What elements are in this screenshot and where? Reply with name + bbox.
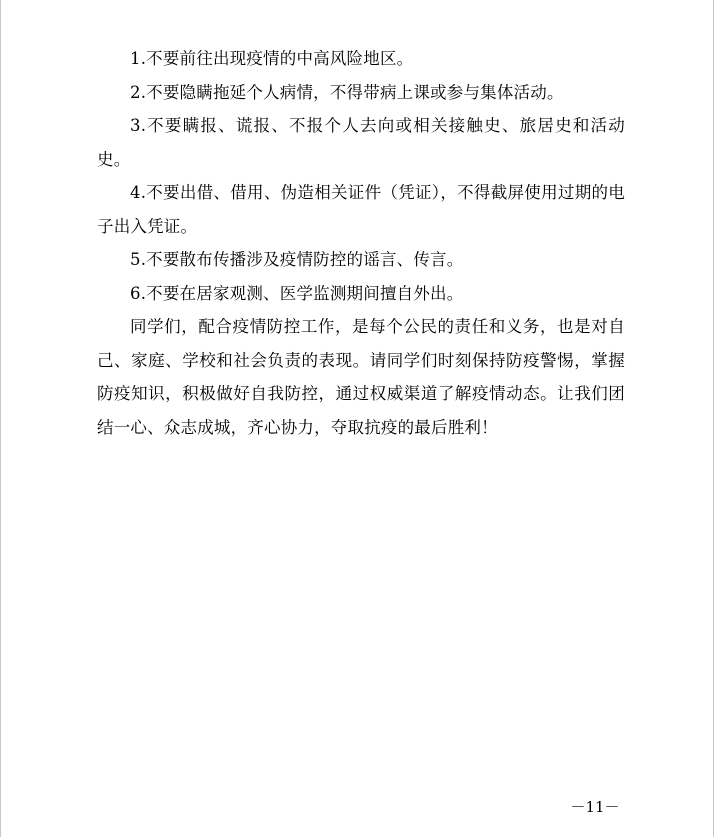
page-number: －11－: [570, 798, 620, 816]
closing-paragraph: 同学们，配合疫情防控工作，是每个公民的责任和义务，也是对自己、家庭、学校和社会负责的表现。请同学们时刻保持防疫警惕，掌握防疫知识，积极做好自我防控，通过权威渠道了解疫情动态。让我们团结一心、众志成城，齐心协力，夺取抗疫的最后胜利！: [97, 317, 625, 437]
paragraph-item-1: 1.不要前往出现疫情的中高风险地区。: [130, 49, 414, 68]
paragraph-item-5: 5.不要散布传播涉及疫情防控的谣言、传言。: [130, 250, 464, 269]
paragraph-item-3: 3.不要瞒报、谎报、不报个人去向或相关接触史、旅居史和活动史。: [97, 116, 625, 169]
document-body: [97, 42, 625, 444]
paragraph-item-4: 4.不要出借、借用、伪造相关证件（凭证），不得截屏使用过期的电子出入凭证。: [97, 183, 625, 236]
page-left-edge: [0, 0, 1, 837]
paragraph-item-2: 2.不要隐瞒拖延个人病情，不得带病上课或参与集体活动。: [130, 82, 564, 102]
paragraph-item-6: 6.不要在居家观测、医学监测期间擅自外出。: [130, 283, 464, 303]
